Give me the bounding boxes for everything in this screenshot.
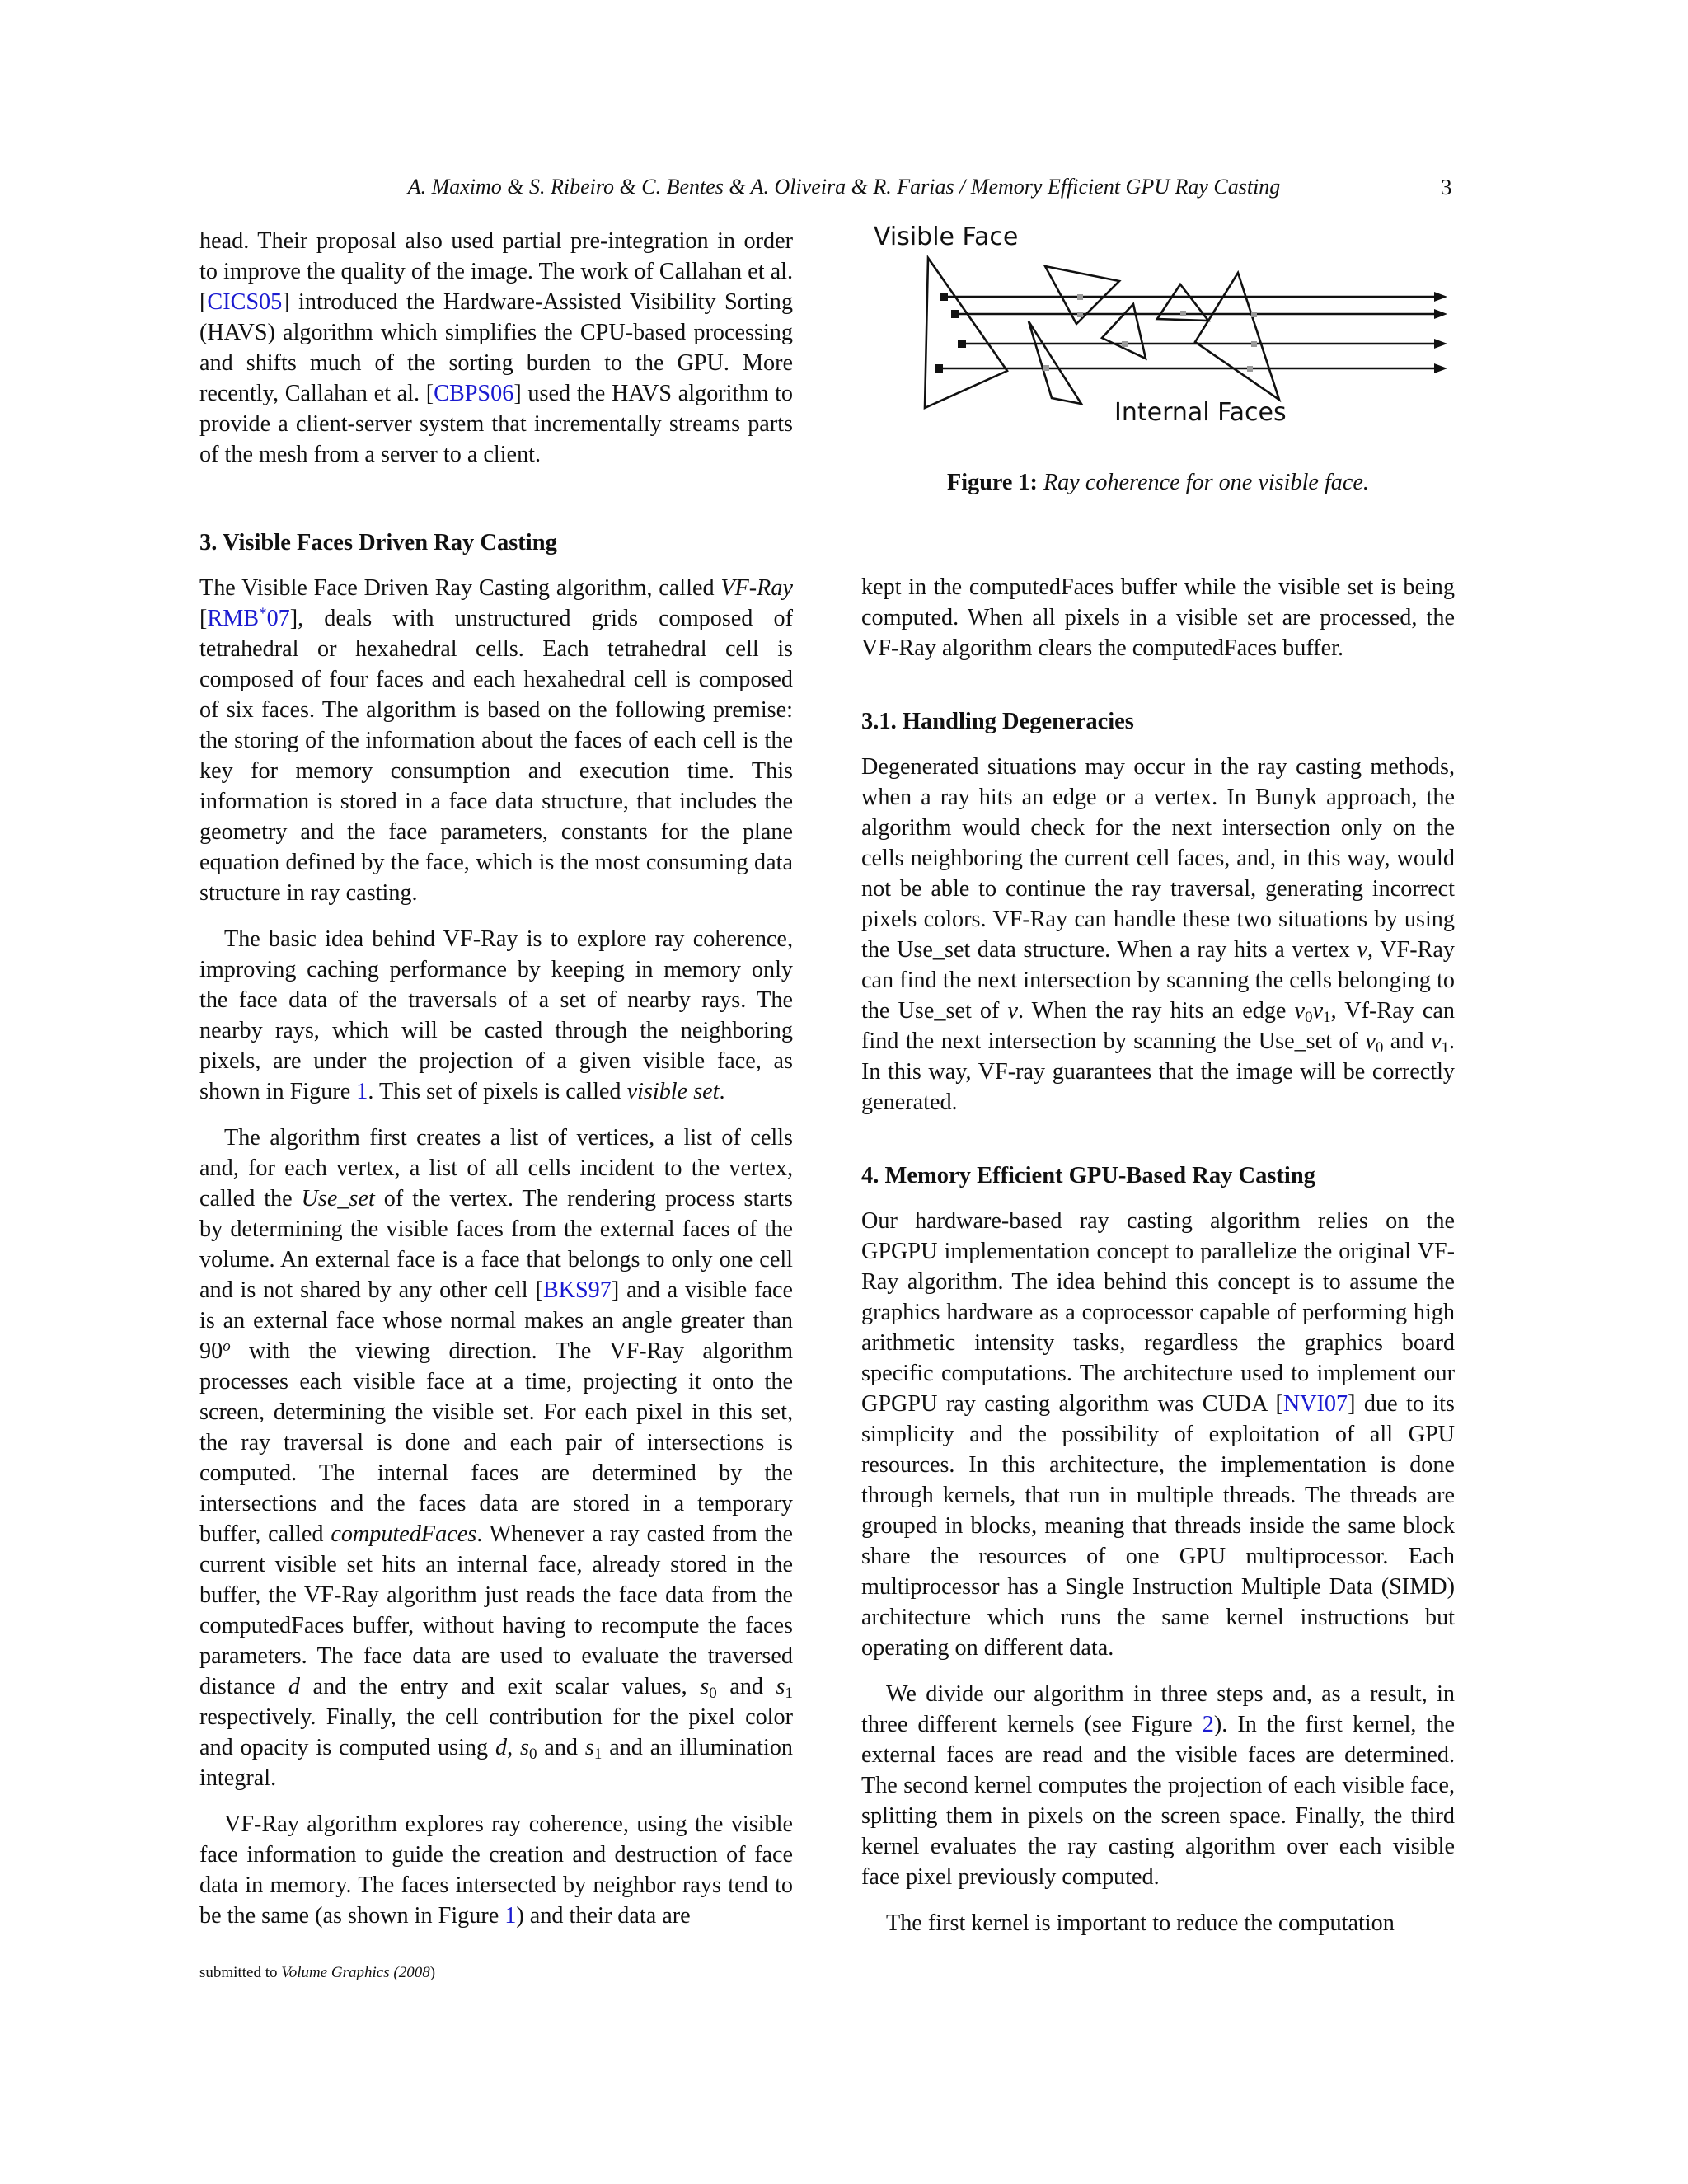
intersection-mark: [1077, 312, 1083, 317]
citation-nvi07[interactable]: NVI07: [1282, 1391, 1348, 1417]
figure-1-ref[interactable]: 1: [356, 1079, 368, 1104]
intersection-marks: [1043, 294, 1257, 372]
paragraph-3-2: The basic idea behind VF-Ray is to explore ray coherence, improving caching performance by keeping in memory only the face data of the traversals of a set of nearby rays. The nearby rays, which will be casted through the neighboring pixels, are under the projection of a given visible face, as shown in Figure 1. This set of pixels is called visible set.: [199, 926, 793, 1104]
paragraph-continued: kept in the computedFaces buffer while the visible set is being computed. When all pixels in a visible set are processed, the VF-Ray algorithm clears the computedFaces buffer.: [861, 574, 1455, 661]
page-footer: submitted to Volume Graphics (2008): [199, 1964, 436, 1981]
visible-face-triangle: [925, 258, 1007, 408]
paragraph-3-1: The Visible Face Driven Ray Casting algorithm, called VF-Ray [RMB*07], deals with unstructured grids composed of tetrahedral or hexahedral cells. Each tetrahedral cell is composed of four faces and each hexahedral cell is composed of six faces. The algorithm is based on the following premise: the storing of the information about the faces of each cell is the key for memory consumption and execution time. This information is stored in a face data structure, that includes the geometry and the face parameters, constants for the plane equation defined by the face, which is the most consuming data structure in ray casting.: [199, 575, 793, 906]
figure-caption-text: Ray coherence for one visible face.: [1037, 470, 1369, 495]
citation-cbps06[interactable]: CBPS06: [434, 381, 514, 406]
running-title: A. Maximo & S. Ribeiro & C. Bentes & A. Oliveira & R. Farias / Memory Efficient GPU Ray Casting: [407, 175, 1281, 199]
internal-face-3: [1102, 304, 1146, 359]
intersection-mark: [1122, 341, 1128, 347]
paragraph-3-3: The algorithm first creates a list of vertices, a list of cells and, for each vertex, a list of all cells incident to the vertex, called the Use_set of the vertex. The rendering process starts by determining the visible faces from the external faces of the volume. An external face is a face that belongs to only one cell and is not shared by any other cell [BKS97] and a visible face is an external face whose normal makes an angle greater than 90$^o$ with the viewing direction. The VF-Ray algorithm processes each visible face at a time, projecting it onto the screen, determining the visible set. For each pixel in this set, the ray traversal is done and each pair of intersections is computed. The internal faces are determined by the intersections and the faces data are stored in a temporary buffer, called computedFaces. Whenever a ray casted from the current visible set hits an internal face, already stored in the buffer, the VF-Ray algorithm just reads the face data from the computedFaces buffer, without having to recompute the faces parameters. The face data are used to evaluate the traversed distance d and the entry and exit scalar values, $s_0$ and $s_1$ respectively. Finally, the cell contribution for the pixel color and opacity is computed using d, $s_0$ and $s_1$ and an illumination integral.: [199, 1125, 794, 1791]
pixel-marker: [958, 340, 966, 348]
intersection-mark: [1180, 311, 1186, 316]
left-column: [199, 226, 793, 1931]
intersection-mark: [1043, 365, 1049, 371]
paragraph-3-4: VF-Ray algorithm explores ray coherence, using the visible face information to guide the creation and destruction of face data in memory. The faces intersected by neighbor rays tend to be the same (as shown in Figure 1) and their data are: [199, 1811, 793, 1929]
arrowhead-3: [1434, 339, 1447, 349]
intersection-mark: [1077, 294, 1083, 300]
right-column: [861, 572, 1455, 1938]
arrowhead-1: [1434, 292, 1447, 302]
page-number: 3: [1441, 175, 1452, 199]
paragraph-4-3: The first kernel is important to reduce the computation: [886, 1910, 1395, 1936]
figure-2-ref[interactable]: 2: [1202, 1712, 1214, 1737]
citation-bks97[interactable]: BKS97: [542, 1277, 612, 1303]
pixel-marker: [951, 310, 959, 318]
ray-arrowheads: [1434, 292, 1447, 373]
figure-1-diagram: [865, 218, 1459, 424]
citation-cics05[interactable]: CICS05: [207, 289, 283, 315]
arrowhead-4: [1434, 363, 1447, 373]
pixel-marker: [940, 293, 948, 301]
section-4-heading: 4. Memory Efficient GPU-Based Ray Casting: [861, 1163, 1315, 1188]
figure-1-ref[interactable]: 1: [504, 1903, 517, 1929]
intersection-mark: [1251, 341, 1257, 347]
internal-face-2: [1029, 321, 1081, 404]
figure-label-visible-face: Visible Face: [874, 223, 1019, 251]
faces: [925, 258, 1279, 408]
paragraph-3-1-1: Degenerated situations may occur in the ray casting methods, when a ray hits an edge or a vertex. In Bunyk approach, the algorithm would check for the next intersection only on the cells neighboring the current cell faces, and, in this way, would not be able to continue the ray traversal, generating incorrect pixels colors. VF-Ray can handle these two situations by using the Use_set data structure. When a ray hits a vertex v, VF-Ray can find the next intersection by scanning the cells belonging to the Use_set of v. When the ray hits an edge $v_0v_1$, Vf-Ray can find the next intersection by scanning the Use_set of $v_0$ and $v_1$. In this way, VF-ray guarantees that the image will be correctly generated.: [861, 754, 1455, 1115]
figure-1-caption: [861, 470, 1455, 496]
citation-rmb07[interactable]: RMB*07: [207, 605, 290, 631]
paragraph-4-2: We divide our algorithm in three steps and, as a result, in three different kernels (see Figure 2). In the first kernel, the external faces are read and the visible faces are determined. The second kernel computes the projection of each visible face, splitting them in pixels on the screen space. Finally, the third kernel evaluates the ray casting algorithm over each visible face pixel previously computed.: [861, 1681, 1455, 1890]
paragraph-intro: head. Their proposal also used partial pre-integration in order to improve the quality of the image. The work of Callahan et al. [CICS05] introduced the Hardware-Assisted Visibility Sorting (HAVS) algorithm which simplifies the CPU-based processing and shifts much of the sorting burden to the GPU. More recently, Callahan et al. [CBPS06] used the HAVS algorithm to provide a client-server system that incrementally streams parts of the mesh from a server to a client.: [199, 228, 794, 467]
arrowhead-2: [1434, 309, 1447, 319]
section-3-heading: 3. Visible Faces Driven Ray Casting: [199, 530, 557, 555]
section-3-1-heading: 3.1. Handling Degeneracies: [861, 709, 1134, 734]
pixel-marker: [935, 364, 943, 373]
internal-face-5: [1195, 273, 1279, 400]
ray-lines: [940, 297, 1438, 368]
paragraph-4-1: Our hardware-based ray casting algorithm relies on the GPGPU implementation concept to parallelize the original VF-Ray algorithm. The idea behind this concept is to assume the graphics hardware as a coprocessor capable of performing high arithmetic intensity tasks, regardless the graphics board specific computations. The architecture used to implement our GPGPU ray casting algorithm was CUDA [NVI07] due to its simplicity and the possibility of exploitation of all GPU resources. In this architecture, the implementation is done through kernels, that run in multiple threads. The threads are grouped in blocks, meaning that threads inside the same block share the resources of one GPU multiprocessor. Each multiprocessor has a Single Instruction Multiple Data (SIMD) architecture which runs the same kernel instructions but operating on different data.: [861, 1208, 1455, 1661]
figure-caption-label: Figure 1:: [947, 470, 1038, 495]
running-header: [0, 175, 1688, 199]
intersection-mark: [1247, 366, 1253, 372]
figure-label-internal-faces: Internal Faces: [1114, 398, 1287, 424]
intersection-mark: [1251, 312, 1257, 317]
